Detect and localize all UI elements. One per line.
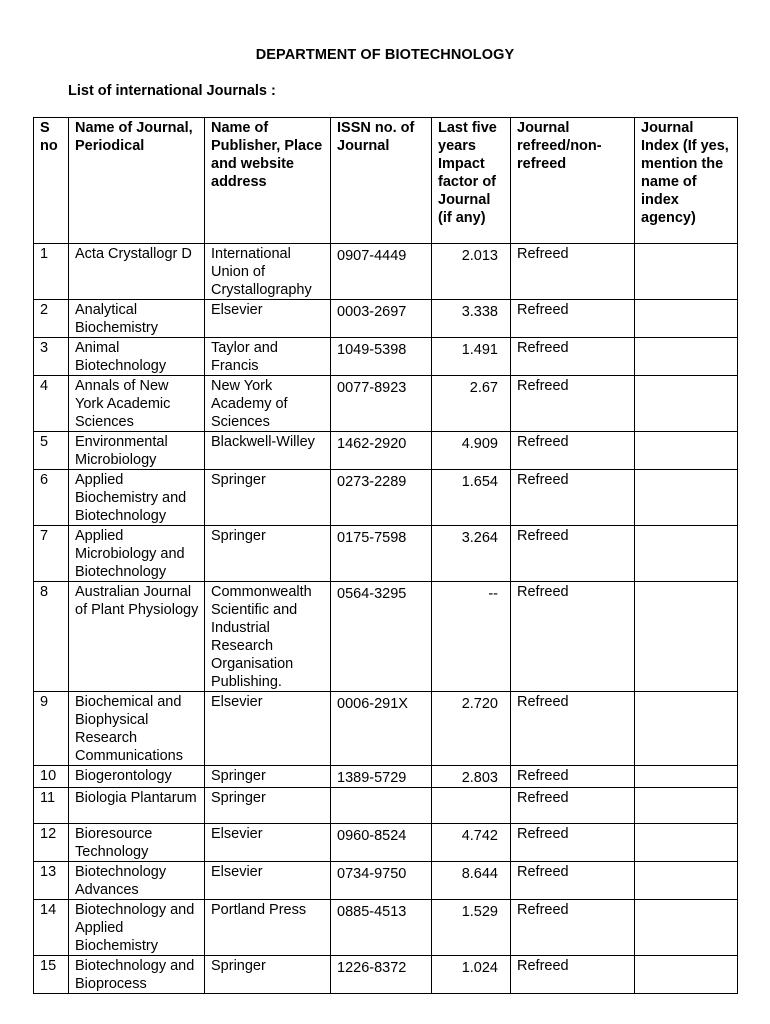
cell-issn: 0175-7598: [331, 526, 432, 582]
cell-impact-factor: 8.644: [432, 862, 511, 900]
table-row: [34, 244, 738, 300]
cell-publisher: Elsevier: [205, 692, 331, 766]
cell-issn: 1226-8372: [331, 956, 432, 994]
cell-refreed: Refreed: [511, 900, 635, 956]
cell-index: [635, 824, 738, 862]
cell-sno: 11: [34, 788, 69, 824]
cell-index: [635, 338, 738, 376]
cell-index: [635, 766, 738, 788]
cell-impact-factor: 2.803: [432, 766, 511, 788]
cell-journal-name: Applied Microbiology and Biotechnology: [69, 526, 205, 582]
cell-publisher: New York Academy of Sciences: [205, 376, 331, 432]
cell-index: [635, 956, 738, 994]
cell-impact-factor: 3.264: [432, 526, 511, 582]
cell-refreed: Refreed: [511, 862, 635, 900]
cell-sno: 6: [34, 470, 69, 526]
cell-publisher: Springer: [205, 526, 331, 582]
cell-impact-factor: 3.338: [432, 300, 511, 338]
cell-journal-name: Analytical Biochemistry: [69, 300, 205, 338]
table-row: [34, 956, 738, 994]
cell-issn: 0273-2289: [331, 470, 432, 526]
cell-issn: 0006-291X: [331, 692, 432, 766]
cell-index: [635, 526, 738, 582]
cell-index: [635, 900, 738, 956]
cell-journal-name: Acta Crystallogr D: [69, 244, 205, 300]
cell-sno: 12: [34, 824, 69, 862]
cell-journal-name: Environmental Microbiology: [69, 432, 205, 470]
cell-journal-name: Bioresource Technology: [69, 824, 205, 862]
cell-sno: 10: [34, 766, 69, 788]
cell-index: [635, 300, 738, 338]
cell-sno: 13: [34, 862, 69, 900]
cell-journal-name: Australian Journal of Plant Physiology: [69, 582, 205, 692]
cell-issn: [331, 788, 432, 824]
cell-publisher: Springer: [205, 766, 331, 788]
cell-index: [635, 582, 738, 692]
header-refreed: Journal refreed/non-refreed: [511, 118, 635, 244]
cell-issn: 1389-5729: [331, 766, 432, 788]
cell-publisher: Portland Press: [205, 900, 331, 956]
cell-publisher: Elsevier: [205, 300, 331, 338]
table-row: [34, 582, 738, 692]
cell-refreed: Refreed: [511, 376, 635, 432]
table-row: [34, 692, 738, 766]
cell-impact-factor: 2.720: [432, 692, 511, 766]
header-index: Journal Index (If yes, mention the name of index agency): [635, 118, 738, 244]
cell-journal-name: Biotechnology and Bioprocess: [69, 956, 205, 994]
cell-journal-name: Animal Biotechnology: [69, 338, 205, 376]
table-row: [34, 470, 738, 526]
cell-publisher: Elsevier: [205, 824, 331, 862]
header-issn: ISSN no. of Journal: [331, 118, 432, 244]
cell-impact-factor: 4.909: [432, 432, 511, 470]
cell-publisher: Elsevier: [205, 862, 331, 900]
cell-impact-factor: 1.024: [432, 956, 511, 994]
cell-refreed: Refreed: [511, 788, 635, 824]
cell-issn: 0734-9750: [331, 862, 432, 900]
cell-index: [635, 470, 738, 526]
cell-refreed: Refreed: [511, 338, 635, 376]
table-row: [34, 788, 738, 824]
cell-issn: 0960-8524: [331, 824, 432, 862]
cell-journal-name: Biotechnology Advances: [69, 862, 205, 900]
cell-sno: 3: [34, 338, 69, 376]
cell-issn: 0907-4449: [331, 244, 432, 300]
cell-issn: 1462-2920: [331, 432, 432, 470]
table-row: [34, 526, 738, 582]
cell-sno: 1: [34, 244, 69, 300]
cell-index: [635, 692, 738, 766]
journals-table: [33, 117, 738, 994]
cell-refreed: Refreed: [511, 956, 635, 994]
cell-impact-factor: 1.654: [432, 470, 511, 526]
cell-impact-factor: [432, 788, 511, 824]
header-publisher: Name of Publisher, Place and website address: [205, 118, 331, 244]
cell-impact-factor: 2.013: [432, 244, 511, 300]
page-subtitle: List of international Journals :: [68, 83, 276, 99]
cell-refreed: Refreed: [511, 300, 635, 338]
cell-issn: 0077-8923: [331, 376, 432, 432]
cell-publisher: Springer: [205, 788, 331, 824]
cell-refreed: Refreed: [511, 470, 635, 526]
cell-journal-name: Biochemical and Biophysical Research Communications: [69, 692, 205, 766]
cell-publisher: Springer: [205, 956, 331, 994]
cell-issn: 1049-5398: [331, 338, 432, 376]
header-impact-factor: Last five years Impact factor of Journal (if any): [432, 118, 511, 244]
cell-impact-factor: 1.491: [432, 338, 511, 376]
cell-issn: 0885-4513: [331, 900, 432, 956]
cell-publisher: Springer: [205, 470, 331, 526]
cell-impact-factor: 4.742: [432, 824, 511, 862]
table-row: [34, 824, 738, 862]
table-row: [34, 862, 738, 900]
cell-journal-name: Biologia Plantarum: [69, 788, 205, 824]
cell-issn: 0564-3295: [331, 582, 432, 692]
header-sno: S no: [34, 118, 69, 244]
table-row: [34, 766, 738, 788]
cell-refreed: Refreed: [511, 692, 635, 766]
cell-impact-factor: --: [432, 582, 511, 692]
cell-journal-name: Biogerontology: [69, 766, 205, 788]
cell-publisher: Taylor and Francis: [205, 338, 331, 376]
header-journal-name: Name of Journal, Periodical: [69, 118, 205, 244]
cell-sno: 9: [34, 692, 69, 766]
table-row: [34, 300, 738, 338]
table-row: [34, 900, 738, 956]
cell-journal-name: Biotechnology and Applied Biochemistry: [69, 900, 205, 956]
cell-sno: 8: [34, 582, 69, 692]
table-row: [34, 432, 738, 470]
table-header-row: [34, 118, 738, 244]
cell-index: [635, 788, 738, 824]
page-title: DEPARTMENT OF BIOTECHNOLOGY: [255, 47, 515, 63]
cell-sno: 14: [34, 900, 69, 956]
cell-refreed: Refreed: [511, 432, 635, 470]
cell-impact-factor: 2.67: [432, 376, 511, 432]
cell-index: [635, 432, 738, 470]
cell-refreed: Refreed: [511, 824, 635, 862]
cell-journal-name: Applied Biochemistry and Biotechnology: [69, 470, 205, 526]
cell-index: [635, 376, 738, 432]
cell-publisher: Commonwealth Scientific and Industrial Research Organisation Publishing.: [205, 582, 331, 692]
cell-index: [635, 862, 738, 900]
cell-publisher: International Union of Crystallography: [205, 244, 331, 300]
cell-refreed: Refreed: [511, 526, 635, 582]
table-row: [34, 376, 738, 432]
cell-refreed: Refreed: [511, 766, 635, 788]
cell-journal-name: Annals of New York Academic Sciences: [69, 376, 205, 432]
cell-publisher: Blackwell-Willey: [205, 432, 331, 470]
table-row: [34, 338, 738, 376]
cell-sno: 4: [34, 376, 69, 432]
cell-sno: 5: [34, 432, 69, 470]
cell-sno: 2: [34, 300, 69, 338]
cell-impact-factor: 1.529: [432, 900, 511, 956]
cell-refreed: Refreed: [511, 582, 635, 692]
cell-sno: 7: [34, 526, 69, 582]
cell-issn: 0003-2697: [331, 300, 432, 338]
cell-refreed: Refreed: [511, 244, 635, 300]
cell-index: [635, 244, 738, 300]
cell-sno: 15: [34, 956, 69, 994]
